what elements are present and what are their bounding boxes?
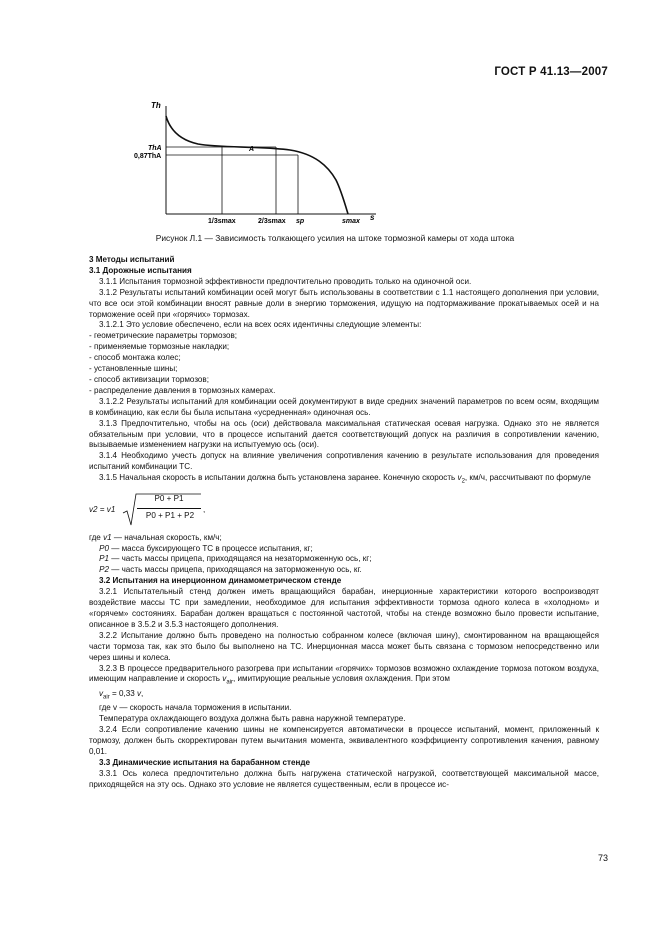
symbol-v: v	[136, 688, 141, 698]
paragraph-text: , имитирующие реальные условия охлаждения. При этом	[232, 674, 450, 684]
definition: — масса буксирующего ТС в процессе испытания, кг;	[109, 543, 313, 553]
fraction-bar	[137, 508, 201, 509]
x-tick-sp: sp	[296, 218, 305, 225]
symbol: P0	[99, 543, 109, 553]
figure-caption: Рисунок Л.1 — Зависимость толкающего усилия на штоке тормозной камеры от хода штока	[155, 233, 515, 243]
x-tick-smax: smax	[342, 218, 360, 225]
paragraph	[89, 473, 599, 488]
paragraph-text: 3.2.3 В процессе предварительного разогрева при испытании «горячих» тормозов возможно охлаждение тормоза потоком воздуха, имеющим направление и скорость	[89, 663, 599, 684]
definition-row	[89, 533, 599, 544]
paragraph: 3.3.1 Ось колеса предпочтительно должна быть нагружена статической нагрузкой, соответствующей максимальной массе, приходящейся на эту ось. Однако это условие не является существенным, если в процессе ис-	[89, 768, 599, 789]
paragraph: 3.1.2.2 Результаты испытаний для комбинации осей документируют в виде средних значений параметров по всем осям, входящим в комбинацию, как если бы была испытана «усредненная» одиночная ось.	[89, 396, 599, 417]
formula-comma: ,	[203, 504, 206, 514]
y-axis-label: Th	[151, 101, 161, 110]
force-stroke-figure	[134, 96, 400, 232]
page-number: 73	[597, 853, 608, 863]
definition: — часть массы прицепа, приходящаяся на заторможенную ось, кг.	[109, 565, 362, 575]
list-item: - способ активизации тормозов;	[89, 374, 209, 384]
list-item: - установленные шины;	[89, 364, 178, 374]
where-word: где	[89, 532, 101, 542]
symbol: P2	[99, 565, 109, 575]
symbol-v: v	[99, 688, 104, 698]
air-speed-formula	[89, 689, 599, 704]
y-tick-087tha: 0,87ThA	[134, 153, 162, 160]
paragraph-text: , км/ч, рассчитывают по формуле	[464, 473, 591, 483]
paragraph: 3.1.4 Необходимо учесть допуск на влияние увеличения сопротивления качению в результате использования для проведения испытаний комбинации ТС.	[89, 451, 599, 472]
section-heading: 3 Методы испытаний	[89, 255, 175, 264]
paragraph: 3.1.1 Испытания тормозной эффективности предпочтительно проводить только на одиночной оси.	[99, 276, 472, 286]
symbol-subscript: air	[103, 694, 110, 701]
definition-row	[89, 565, 599, 576]
symbol-v: v	[457, 473, 462, 483]
y-tick-tha: ThA	[148, 145, 162, 152]
formula-lhs: v2 = v1	[89, 504, 116, 514]
subsection-heading: 3.1 Дорожные испытания	[89, 265, 192, 275]
formula-text: ,	[141, 688, 144, 698]
symbol: v1	[103, 532, 112, 542]
force-stroke-graph	[134, 96, 400, 232]
standard-header: ГОСТ Р 41.13—2007	[494, 66, 608, 78]
formula-text: = 0,33	[109, 688, 137, 698]
symbol-v: v	[222, 674, 227, 684]
document-body	[89, 255, 599, 791]
paragraph: 3.1.2.1 Это условие обеспечено, если на всех осях идентичны следующие элементы:	[99, 320, 422, 330]
paragraph-text: 3.1.5 Начальная скорость в испытании должна быть установлена заранее. Конечную скорость	[99, 473, 456, 483]
paragraph: 3.1.3 Предпочтительно, чтобы на ось (оси) действовала максимальная статическая осевая нагрузка. Однако это не является обязательным при условии, что в процессе испытаний дается соответствующий допуск на различия в сопротивлении качению, вызываемые изменением нагрузки на испытуемую ось (оси).	[89, 418, 599, 450]
definition-row	[89, 554, 599, 565]
paragraph: 3.2.4 Если сопротивление качению шины не компенсируется автоматически в процессе испытаний, момент, приложенный к тормозу, должен быть скорректирован путем вычитания момента, эквивалентного коэффициенту сопротивления качения, равному 0,01.	[89, 725, 599, 757]
list-item: - геометрические параметры тормозов;	[89, 331, 238, 341]
list-item: - применяемые тормозные накладки;	[89, 342, 230, 352]
speed-formula	[89, 491, 599, 531]
x-tick-1-3smax: 1/3smax	[208, 218, 236, 225]
formula-numerator: P0 + P1	[154, 493, 184, 503]
definition-row	[89, 544, 599, 555]
x-tick-2-3smax: 2/3smax	[258, 218, 286, 225]
point-a-label: A	[249, 146, 255, 153]
subsection-heading: 3.3 Динамические испытания на барабанном стенде	[99, 757, 310, 767]
symbol: P1	[99, 554, 109, 564]
paragraph: где v — скорость начала торможения в испытании.	[99, 703, 292, 713]
formula-denominator: P0 + P1 + P2	[145, 510, 195, 520]
paragraph: 3.2.1 Испытательный стенд должен иметь вращающийся барабан, инерционные характеристики которого воспроизводят воздействие массы ТС при замедлении, необходимое для испытания эффективности тормоза одного колеса в «холодном» и «горячем» состояниях. Барабан должен вращаться с постоянной частотой, чтобы на стенде возможно было провести испытание, описанное в 3.5.2 и 3.5.3 настоящего дополнения.	[89, 587, 599, 629]
force-curve	[166, 116, 348, 214]
symbol-subscript: 2	[461, 478, 465, 485]
x-axis-label: s	[370, 213, 375, 222]
paragraph: Температура охлаждающего воздуха должна быть равна наружной температуре.	[99, 714, 406, 724]
symbol-subscript: air	[226, 680, 233, 687]
list-item: - способ монтажа колес;	[89, 353, 181, 363]
list-item: - распределение давления в тормозных камерах.	[89, 385, 276, 395]
definition: — часть массы прицепа, приходящаяся на незаторможенную ось, кг;	[109, 554, 372, 564]
paragraph: 3.1.2 Результаты испытаний комбинации осей могут быть использованы в соответствии с 1.1 настоящего дополнения при условии, что все оси этой комбинации вносят равные доли в энергию торможения, идущую на подтормаживание прокатываемых осей и на торможение осей при «горячих» тормозах.	[89, 287, 599, 319]
subsection-heading: 3.2 Испытания на инерционном динамометрическом стенде	[99, 576, 342, 586]
paragraph	[89, 664, 599, 689]
symbol-definitions	[89, 533, 599, 577]
definition: — начальная скорость, км/ч;	[111, 532, 222, 542]
paragraph: 3.2.2 Испытание должно быть проведено на полностью собранном колесе (включая шину), смонтированном на вращающейся части тормоза так, как это было бы выполнено на ТС. Инерционная масса может быть связана с тормозом непосредственно или через шины и колеса.	[89, 630, 599, 662]
